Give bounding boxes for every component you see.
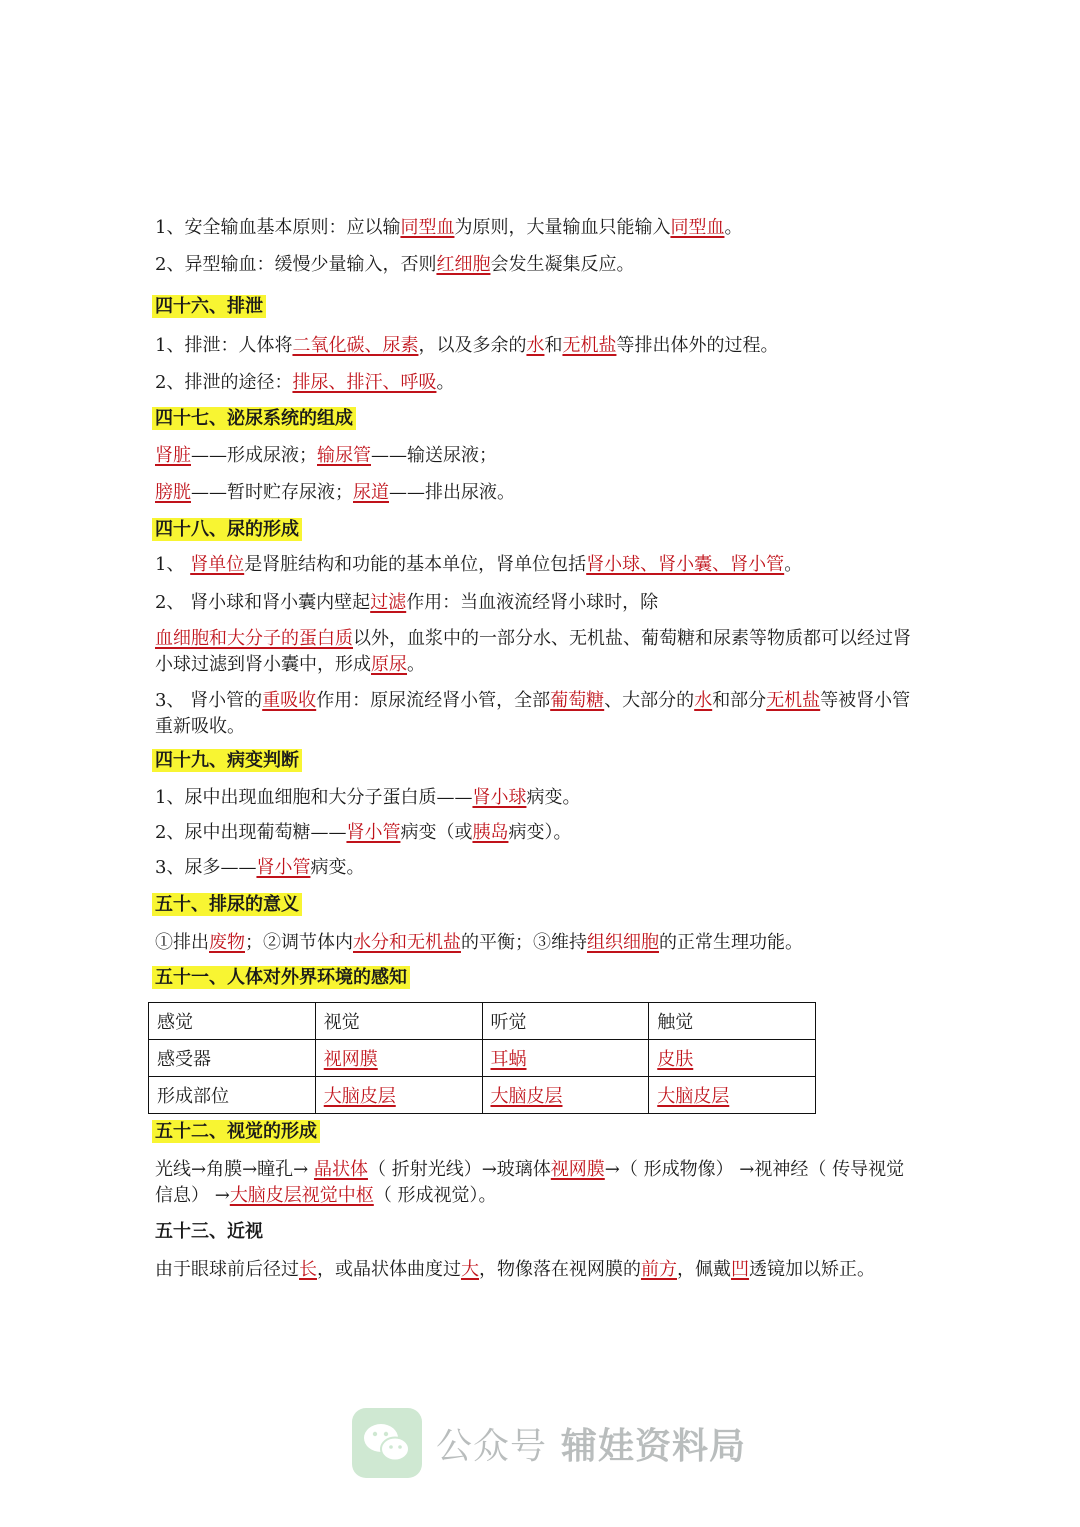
table-cell: 视觉 [315, 1003, 482, 1040]
s45-line-1: 1、安全输血基本原则：应以输同型血为原则，大量输血只能输入同型血。 [155, 217, 743, 238]
s45-line-2: 2、异型输血：缓慢少量输入，否则红细胞会发生凝集反应。 [155, 254, 635, 275]
section-51-title: 五十一、人体对外界环境的感知 [155, 966, 410, 990]
table-cell: 耳蜗 [482, 1040, 649, 1077]
table-row [149, 1040, 816, 1077]
s47-line-2: 膀胱——暂时贮存尿液；尿道——排出尿液。 [155, 482, 515, 503]
s48-line-1: 1、 肾单位是肾脏结构和功能的基本单位，肾单位包括肾小球、肾小囊、肾小管。 [155, 554, 803, 575]
table-row [149, 1077, 816, 1114]
section-48-title: 四十八、尿的形成 [155, 518, 302, 542]
wechat-icon [352, 1408, 422, 1478]
section-53-title: 五十三、近视 [155, 1221, 263, 1242]
s47-line-1: 肾脏——形成尿液；输尿管——输送尿液； [155, 445, 497, 466]
table-cell: 大脑皮层 [482, 1077, 649, 1114]
table-cell: 大脑皮层 [649, 1077, 816, 1114]
s49-line-2: 2、尿中出现葡萄糖——肾小管病变（或胰岛病变）。 [155, 822, 572, 843]
s50-line-1: ①排出废物；②调节体内水分和无机盐的平衡；③维持组织细胞的正常生理功能。 [155, 932, 803, 953]
section-46-title: 四十六、排泄 [155, 295, 266, 319]
s52-line-1: 光线→角膜→瞳孔→ 晶状体（ 折射光线）→玻璃体视网膜→（ 形成物像） →视神经（ 传导视觉信息） →大脑皮层视觉中枢（ 形成视觉）。 [155, 1159, 905, 1206]
table-cell: 视网膜 [315, 1040, 482, 1077]
sense-table [148, 1002, 816, 1114]
table-cell: 感觉 [149, 1003, 316, 1040]
watermark [352, 1408, 746, 1478]
section-47-title: 四十七、泌尿系统的组成 [155, 407, 356, 431]
s46-line-2: 2、排泄的途径：排尿、排汗、呼吸。 [155, 372, 455, 393]
table-cell: 听觉 [482, 1003, 649, 1040]
table-cell: 形成部位 [149, 1077, 316, 1114]
s53-line-1: 由于眼球前后径过长，或晶状体曲度过大，物像落在视网膜的前方，佩戴凹透镜加以矫正。 [155, 1259, 875, 1280]
table-cell: 触觉 [649, 1003, 816, 1040]
table-row [149, 1003, 816, 1040]
s48-line-3: 血细胞和大分子的蛋白质以外，血浆中的一部分水、无机盐、葡萄糖和尿素等物质都可以经过肾小球过滤到肾小囊中，形成原尿。 [155, 628, 911, 675]
section-50-title: 五十、排尿的意义 [155, 893, 302, 917]
s49-line-1: 1、尿中出现血细胞和大分子蛋白质——肾小球病变。 [155, 787, 581, 808]
watermark-text: 公众号 辅娃资料局 [436, 1425, 747, 1467]
section-52-title: 五十二、视觉的形成 [155, 1120, 320, 1144]
s46-line-1: 1、排泄：人体将二氧化碳、尿素，以及多余的水和无机盐等排出体外的过程。 [155, 335, 779, 356]
table-cell: 感受器 [149, 1040, 316, 1077]
s48-line-2: 2、 肾小球和肾小囊内壁起过滤作用：当血液流经肾小球时，除 [155, 592, 659, 613]
table-cell: 大脑皮层 [315, 1077, 482, 1114]
s49-line-3: 3、尿多——肾小管病变。 [155, 857, 365, 878]
table-cell: 皮肤 [649, 1040, 816, 1077]
section-49-title: 四十九、病变判断 [155, 749, 302, 773]
s48-line-4: 3、 肾小管的重吸收作用：原尿流经肾小管，全部葡萄糖、大部分的水和部分无机盐等被肾小管重新吸收。 [155, 690, 911, 737]
